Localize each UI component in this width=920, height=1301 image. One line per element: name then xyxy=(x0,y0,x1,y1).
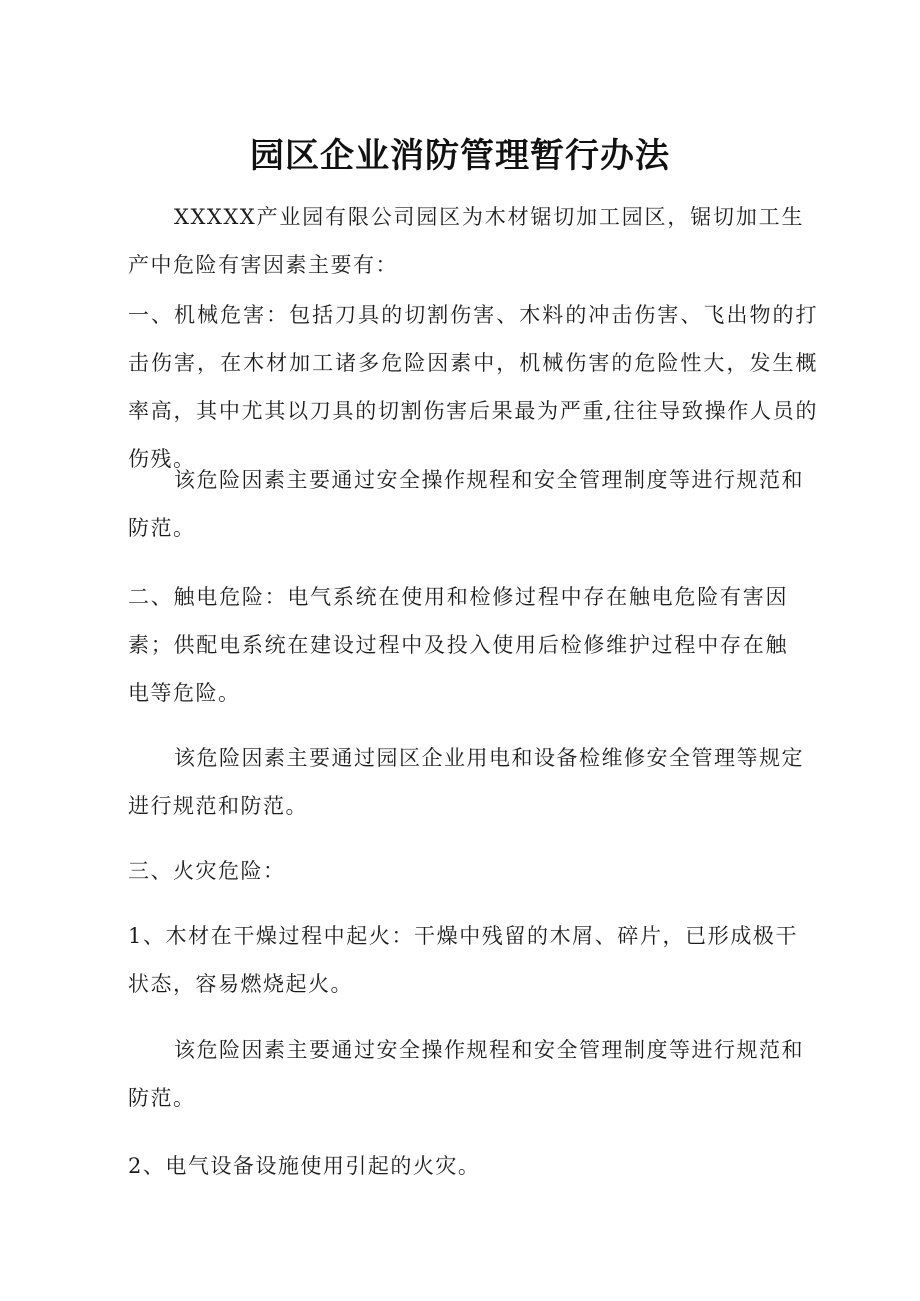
intro-paragraph: XXXXX产业园有限公司园区为木材锯切加工园区，锯切加工生产中危险有害因素主要有： xyxy=(128,205,804,277)
electric-shock-paragraph: 二、触电危险：电气系统在使用和检修过程中存在触电危险有害因素；供配电系统在建设过程中及投入使用后检修维护过程中存在触电等危险。 xyxy=(128,585,788,705)
electric-prevention-paragraph: 该危险因素主要通过园区企业用电和设备检维修安全管理等规定进行规范和防范。 xyxy=(128,746,804,818)
fire-prevention-paragraph: 该危险因素主要通过安全操作规程和安全管理制度等进行规范和防范。 xyxy=(128,1038,804,1110)
mechanical-hazard-paragraph: 一、机械危害：包括刀具的切割伤害、木料的冲击伤害、飞出物的打击伤害，在木材加工诸多危险因素中，机械伤害的危险性大，发生概率高，其中尤其以刀具的切割伤害后果最为严重,往往导致操作人员的伤残。 xyxy=(128,303,818,471)
mechanical-prevention-paragraph: 该危险因素主要通过安全操作规程和安全管理制度等进行规范和防范。 xyxy=(128,468,804,540)
document-title: 园区企业消防管理暂行办法 xyxy=(250,136,670,176)
fire-item-1-paragraph: 1、木材在干燥过程中起火：干燥中残留的木屑、碎片，已形成极干状态，容易燃烧起火。 xyxy=(128,924,798,996)
fire-hazard-heading: 三、火灾危险： xyxy=(128,859,286,883)
fire-item-2-paragraph: 2、电气设备设施使用引起的火灾。 xyxy=(128,1154,481,1178)
